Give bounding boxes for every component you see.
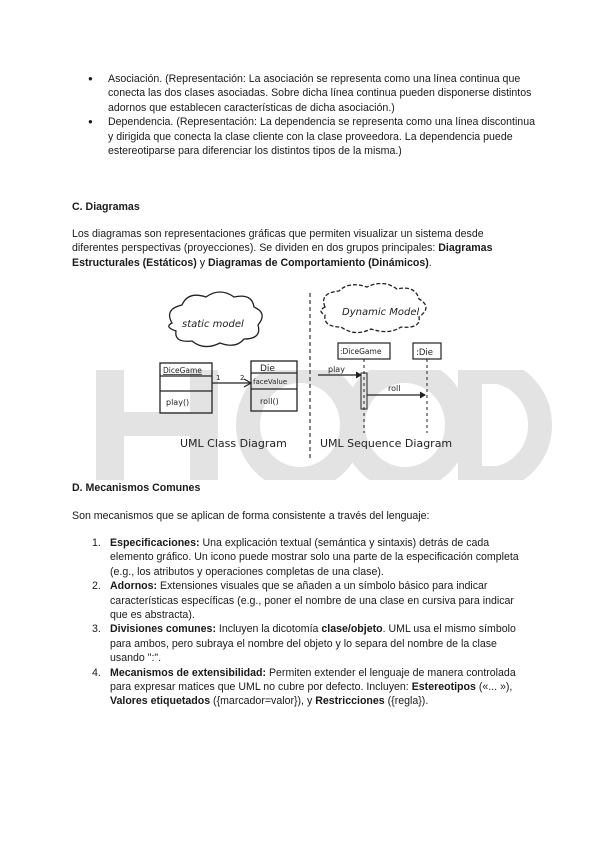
uml-diagram-figure [120,283,480,465]
list-item: 4. Mecanismos de extensibilidad: Permiten extender el lenguaje de manera controlada para expresar matices que UML no cubre por defecto. Incluyen: Estereotipos («... »), Valores etiquetados ({marcador=valor}), y Restricciones ({regla}). [92,666,516,708]
bullet-asociacion: ● Asociación. (Representación: La asociación se representa como una línea continua que conecta las dos clases asociadas. Sobre dicha línea continua pueden disponerse distintos adornos que establecen características de dicha asociación.) [88,72,538,115]
bullet-list [88,72,538,158]
seq-die-label: :Die [416,348,433,358]
section-c-paragraph: Los diagramas son representaciones gráficas que permiten visualizar un sistema desde diferentes perspectivas (proyecciones). Se dividen en dos grupos principales: Diagramas Estructurales (Estáticos) y Diagramas de Comportamiento (Dinámicos). [72,228,493,269]
seq-roll-message: roll [388,384,401,393]
dicegame-play-op: play() [166,398,190,407]
seq-play-message: play [328,365,345,374]
list-item: 3. Divisiones comunes: Incluyen la dicotomía clase/objeto. UML usa el mismo símbolo para ambos, pero subraya el nombre del objeto y lo separa del nombre de la clase usando ":". [92,623,516,665]
section-d-intro: Son mecanismos que se aplican de forma consistente a través del lenguaje: [72,510,430,522]
mechanisms-list [92,536,532,709]
caption-sequence-diagram: UML Sequence Diagram [320,437,453,450]
section-c-heading: C. Diagramas [72,201,140,213]
list-item: 1. Especificaciones: Una explicación textual (semántica y sintaxis) detrás de cada elemento gráfico. Un icono puede mostrar solo una parte de la especificación completa (e.g., los atributos y operaciones completas de una clase). [92,537,519,578]
bullet-dependencia: ● Dependencia. (Representación: La dependencia se representa como una línea discontinua y dirigida que conecta la clase cliente con la clase proveedora. La dependencia puede estereotiparse para diferenciar los distintos tipos de la misma.) [88,115,538,158]
die-roll-op: roll() [260,397,279,406]
die-facevalue-attr: faceValue [253,378,288,386]
dynamic-model-label: Dynamic Model [342,307,420,318]
multiplicity-2: 2 [240,374,245,382]
die-class-name: Die [260,364,275,374]
seq-dicegame-label: :DiceGame [340,347,382,356]
multiplicity-1: 1 [216,374,221,382]
dicegame-class-name: DiceGame [163,366,202,375]
static-model-label: static model [182,319,244,330]
list-item: 2. Adornos: Extensiones visuales que se añaden a un símbolo básico para indicar características específicas (e.g., poner el nombre de una clase en cursiva para indicar que es abstracta). [92,580,514,622]
caption-class-diagram: UML Class Diagram [180,437,287,450]
section-d-heading: D. Mecanismos Comunes [72,482,201,494]
